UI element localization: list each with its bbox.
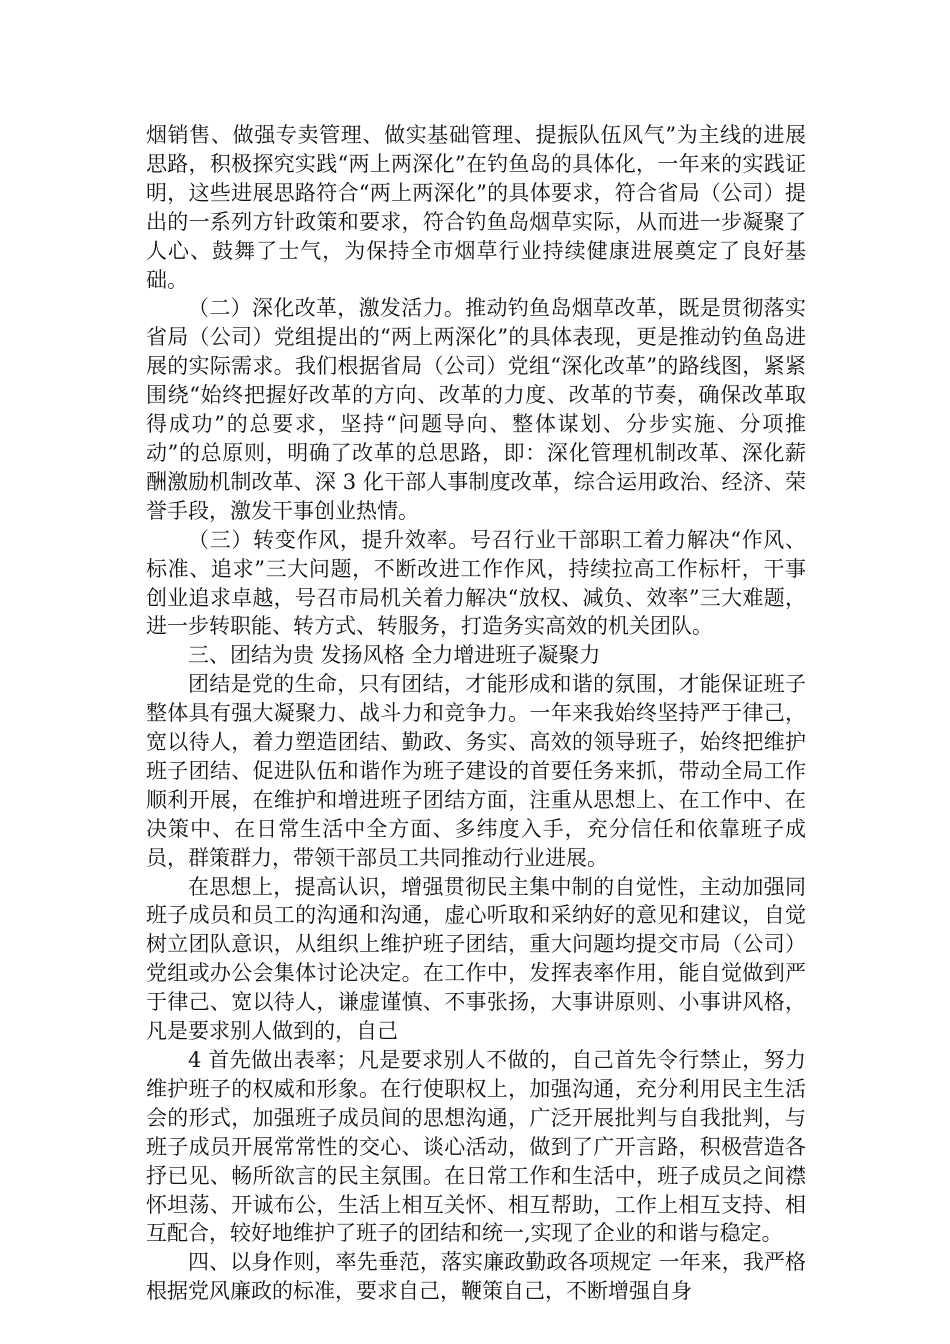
paragraph-deepen-reform: （二）深化改革，激发活力。推动钓鱼岛烟草改革，既是贯彻落实省局（公司）党组提出的“两上两深化”的具体表现，更是推动钓鱼岛进展的实际需求。我们根据省局（公司）党组“深化改革”的路线图，紧紧围绕“始终把握好改革的方向、改革的力度、改革的节奏，确保改革取得成功”的总要求，坚持“问题导向、整体谋划、分步实施、分项推动”的总原则，明确了改革的总思路，即：深化管理机制改革、深化薪酬激励机制改革、深 3 化干部人事制度改革，综合运用政治、经济、荣誉手段，激发干事创业热情。 (146, 296, 806, 523)
paragraph-continuation: 烟销售、做强专卖管理、做实基础管理、提振队伍风气”为主线的进展思路，积极探究实践“两上两深化”在钓鱼岛的具体化，一年来的实践证明，这些进展思路符合“两上两深化”的具体要求，符合省局（公司）提出的一系列方针政策和要求，符合钓鱼岛烟草实际，从而进一步凝聚了人心、鼓舞了士气，为保持全市烟草行业持续健康进展奠定了良好基础。 (146, 123, 806, 292)
paragraph-example: 4 首先做出表率；凡是要求别人不做的，自己首先令行禁止，努力维护班子的权威和形象。在行使职权上，加强沟通，充分利用民主生活会的形式，加强班子成员间的思想沟通，广泛开展批判与自我批判，与班子成员开展常常性的交心、谈心活动，做到了广开言路，积极营造各抒已见、畅所欲言的民主氛围。在日常工作和生活中，班子成员之间襟怀坦荡、开诚布公，生活上相互关怀、相互帮助，工作上相互支持、相互配合，较好地维护了班子的团结和统一,实现了企业的和谐与稳定。 (146, 1048, 806, 1246)
paragraph-change-style: （三）转变作风，提升效率。号召行业干部职工着力解决“作风、标准、追求”三大问题，不断改进工作作风，持续拉高工作标杆，干事创业追求卓越，号召市局机关着力解决“放权、减负、效率”三大难题，进一步转职能、转方式、转服务，打造务实高效的机关团队。 (146, 527, 806, 639)
section-heading-unity: 三、团结为贵 发扬风格 全力增进班子凝聚力 (188, 643, 601, 668)
paragraph-section-four: 四、以身作则，率先垂范，落实廉政勤政各项规定 一年来，我严格根据党风廉政的标准，要求自己，鞭策自己，不断增强自身 (146, 1250, 806, 1304)
paragraph-thought: 在思想上，提高认识，增强贯彻民主集中制的自觉性，主动加强同班子成员和员工的沟通和沟通，虚心听取和采纳好的意见和建议，自觉树立团队意识，从组织上维护班子团结，重大问题均提交市局（公司）党组或办公会集体讨论决定。在工作中，发挥表率作用，能自觉做到严于律己、宽以待人，谦虚谨慎、不事张扬，大事讲原则、小事讲风格，凡是要求别人做到的，自己 (146, 874, 806, 1044)
document-body (146, 121, 806, 1306)
paragraph-unity-intro: 团结是党的生命，只有团结，才能形成和谐的氛围，才能保证班子整体具有强大凝聚力、战斗力和竞争力。一年来我始终坚持严于律己，宽以待人，着力塑造团结、勤政、务实、高效的领导班子，始终把维护班子团结、促进队伍和谐作为班子建设的首要任务来抓，带动全局工作顺利开展，在维护和增进班子团结方面，注重从思想上、在工作中、在决策中、在日常生活中全方面、多纬度入手，充分信任和依靠班子成员，群策群力，带领干部员工共同推动行业进展。 (146, 672, 806, 870)
